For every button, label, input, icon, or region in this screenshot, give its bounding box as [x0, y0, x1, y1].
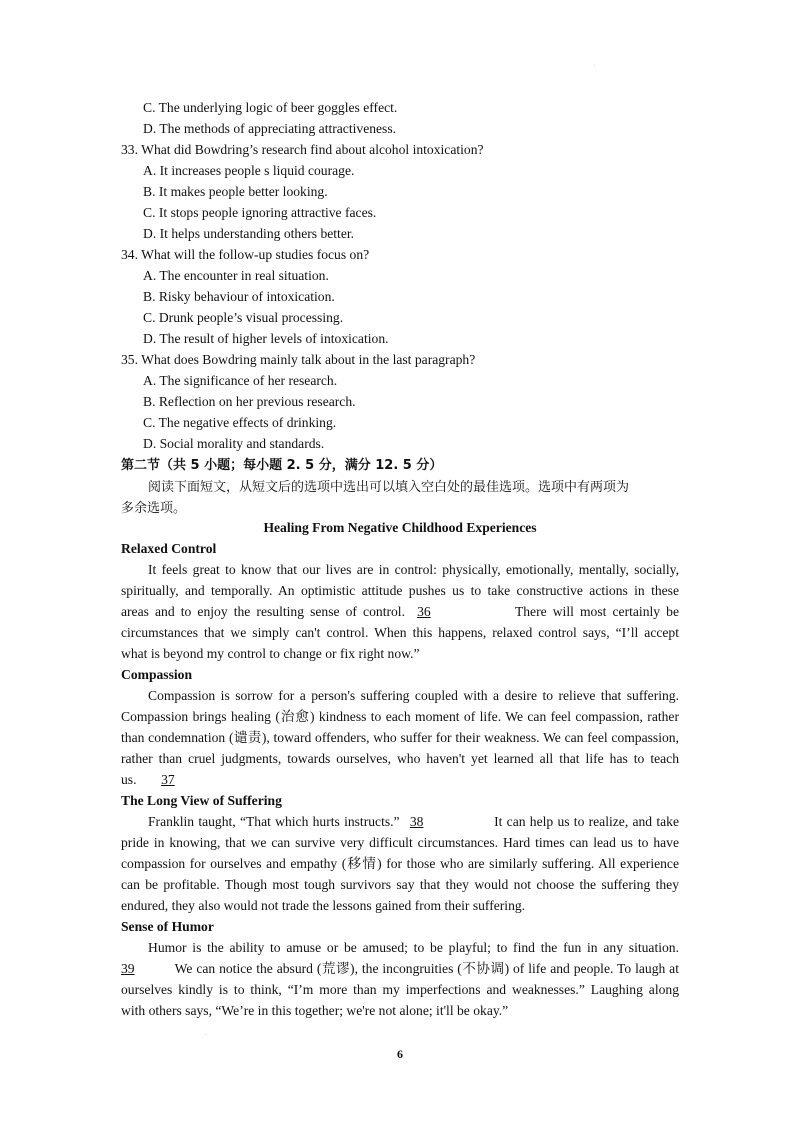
paragraph-line: than condemnation (谴责), toward offenders, who suffer for their weakness. We can feel compassion, [121, 730, 679, 745]
blank-37: 37 [161, 772, 175, 787]
paragraph-line [121, 958, 679, 979]
blank-39: 39 [121, 961, 135, 976]
q33-option-a: A. It increases people s liquid courage. [143, 163, 355, 178]
q34-option-c: C. Drunk people’s visual processing. [143, 310, 344, 325]
paragraph-line [121, 601, 679, 622]
section-heading-compassion: Compassion [121, 667, 193, 682]
section2-instruction-line2: 多余选项。 [121, 501, 187, 516]
page-number: 6 [397, 1047, 403, 1061]
q35-option-d: D. Social morality and standards. [143, 436, 325, 451]
q32-option-c: C. The underlying logic of beer goggles effect. [143, 100, 398, 115]
paragraph-line: rather than cruel judgments, towards ourselves, who haven't yet learned all that life has to teach [121, 751, 679, 766]
paragraph-line: ourselves kindly is to think, “I’m more than my imperfections and weaknesses.” Laughing along [121, 982, 679, 997]
q35-option-c: C. The negative effects of drinking. [143, 415, 337, 430]
paragraph-line: what is beyond my control to change or fix right now.” [121, 646, 420, 661]
section-heading-sense-of-humor: Sense of Humor [121, 919, 214, 934]
paragraph-line: can be profitable. Though most tough survivors say that they would not choose the suffering they [121, 877, 679, 892]
paragraph-line: circumstances that we simply can't control. When this happens, relaxed control says, “I’ll accept [121, 625, 679, 640]
q33-option-c: C. It stops people ignoring attractive faces. [143, 205, 377, 220]
q32-option-d: D. The methods of appreciating attractiveness. [143, 121, 397, 136]
q35-option-a: A. The significance of her research. [143, 373, 338, 388]
q35-option-b: B. Reflection on her previous research. [143, 394, 356, 409]
paragraph-text: It can help us to realize, and take [494, 814, 680, 829]
section-heading-relaxed-control: Relaxed Control [121, 541, 217, 556]
paragraph-line: Compassion is sorrow for a person's suffering coupled with a desire to relieve that suffering. [148, 688, 679, 703]
q35-question: 35. What does Bowdring mainly talk about in the last paragraph? [121, 352, 476, 367]
speck-mark: . [594, 62, 596, 68]
q33-question: 33. What did Bowdring’s research find about alcohol intoxication? [121, 142, 484, 157]
paragraph-text: There will most certainly be [514, 604, 679, 619]
paragraph-text: us. [121, 772, 137, 787]
section-heading-long-view: The Long View of Suffering [121, 793, 282, 808]
blank-38: 38 [409, 814, 424, 829]
paragraph-line: spiritually, and temporally. An optimistic attitude pushes us to take constructive actions in these [121, 583, 679, 598]
paragraph-line [121, 769, 192, 790]
q33-option-b: B. It makes people better looking. [143, 184, 328, 199]
paragraph-line: pride in knowing, that we can survive very difficult circumstances. Hard times can lead us to have [121, 835, 679, 850]
q34-option-d: D. The result of higher levels of intoxication. [143, 331, 389, 346]
paragraph-text: areas and to enjoy the resulting sense of control. [121, 604, 405, 619]
paragraph-line: It feels great to know that our lives are in control: physically, emotionally, mentally, socially, [148, 562, 679, 577]
paragraph-text: Franklin taught, “That which hurts instructs.” [148, 814, 400, 829]
paragraph-text: We can notice the absurd (荒谬), the incongruities (不协调) of life and people. To laugh at [174, 961, 679, 976]
paragraph-line: with others says, “We’re in this together; we're not alone; it'll be okay.” [121, 1003, 509, 1018]
speck-mark: . [205, 1031, 207, 1037]
article-title: Healing From Negative Childhood Experiences [263, 520, 537, 535]
q34-question: 34. What will the follow-up studies focus on? [121, 247, 370, 262]
q33-option-d: D. It helps understanding others better. [143, 226, 355, 241]
paragraph-line: endured, they also would not trade the lessons gained from their suffering. [121, 898, 526, 913]
q34-option-a: A. The encounter in real situation. [143, 268, 329, 283]
paragraph-line [121, 811, 679, 832]
blank-36: 36 [417, 604, 431, 619]
section2-instruction-line1: 阅读下面短文，从短文后的选项中选出可以填入空白处的最佳选项。选项中有两项为 [148, 480, 630, 495]
paragraph-line: compassion for ourselves and empathy (移情) for those who are similarly suffering. All experience [121, 856, 679, 871]
section2-heading: 第二节（共 5 小题；每小题 2. 5 分，满分 12. 5 分） [121, 458, 443, 473]
paragraph-line: Humor is the ability to amuse or be amused; to be playful; to find the fun in any situation. [148, 940, 679, 955]
paragraph-line: Compassion brings healing (治愈) kindness to each moment of life. We can feel compassion, rather [121, 709, 679, 724]
q34-option-b: B. Risky behaviour of intoxication. [143, 289, 335, 304]
